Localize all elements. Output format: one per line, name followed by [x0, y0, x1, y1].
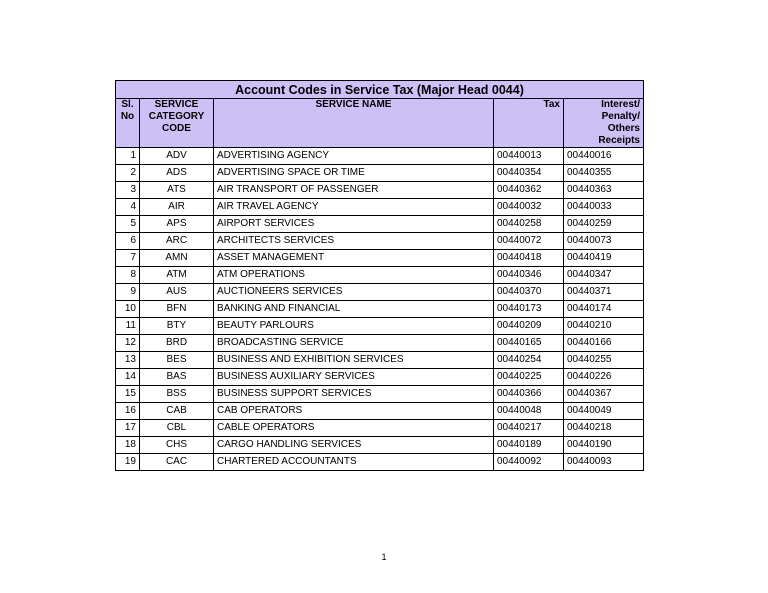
table-row — [116, 420, 644, 437]
cell-service-name: AIR TRANSPORT OF PASSENGER — [214, 182, 494, 199]
cell-category-code: CAC — [140, 454, 214, 471]
cell-service-name: CARGO HANDLING SERVICES — [214, 437, 494, 454]
cell-category-code: CAB — [140, 403, 214, 420]
cell-other-code: 00440367 — [564, 386, 644, 403]
cell-category-code: ARC — [140, 233, 214, 250]
cell-other-code: 00440174 — [564, 301, 644, 318]
cell-other-code: 00440190 — [564, 437, 644, 454]
cell-service-name: ATM OPERATIONS — [214, 267, 494, 284]
header-row — [116, 99, 644, 148]
cell-sl-no: 14 — [116, 369, 140, 386]
cell-sl-no: 13 — [116, 352, 140, 369]
cell-other-code: 00440093 — [564, 454, 644, 471]
cell-tax-code: 00440225 — [494, 369, 564, 386]
cell-service-name: AIRPORT SERVICES — [214, 216, 494, 233]
cell-sl-no: 1 — [116, 148, 140, 165]
cell-sl-no: 11 — [116, 318, 140, 335]
cell-service-name: AUCTIONEERS SERVICES — [214, 284, 494, 301]
table-row — [116, 148, 644, 165]
cell-service-name: BUSINESS AUXILIARY SERVICES — [214, 369, 494, 386]
table-row — [116, 182, 644, 199]
cell-sl-no: 5 — [116, 216, 140, 233]
cell-other-code: 00440259 — [564, 216, 644, 233]
cell-tax-code: 00440362 — [494, 182, 564, 199]
cell-tax-code: 00440258 — [494, 216, 564, 233]
cell-tax-code: 00440209 — [494, 318, 564, 335]
table-row — [116, 437, 644, 454]
cell-tax-code: 00440092 — [494, 454, 564, 471]
cell-tax-code: 00440254 — [494, 352, 564, 369]
table-row — [116, 284, 644, 301]
cell-sl-no: 16 — [116, 403, 140, 420]
cell-sl-no: 4 — [116, 199, 140, 216]
table-row — [116, 267, 644, 284]
cell-other-code: 00440363 — [564, 182, 644, 199]
table-title: Account Codes in Service Tax (Major Head 0044) — [116, 81, 644, 99]
cell-category-code: BFN — [140, 301, 214, 318]
cell-category-code: APS — [140, 216, 214, 233]
cell-service-name: AIR TRAVEL AGENCY — [214, 199, 494, 216]
table-row — [116, 369, 644, 386]
cell-tax-code: 00440013 — [494, 148, 564, 165]
table-row — [116, 454, 644, 471]
cell-other-code: 00440226 — [564, 369, 644, 386]
cell-sl-no: 7 — [116, 250, 140, 267]
cell-tax-code: 00440217 — [494, 420, 564, 437]
cell-service-name: CAB OPERATORS — [214, 403, 494, 420]
cell-category-code: AUS — [140, 284, 214, 301]
table-row — [116, 250, 644, 267]
cell-tax-code: 00440173 — [494, 301, 564, 318]
cell-tax-code: 00440366 — [494, 386, 564, 403]
cell-tax-code: 00440346 — [494, 267, 564, 284]
table-row — [116, 403, 644, 420]
cell-service-name: BUSINESS SUPPORT SERVICES — [214, 386, 494, 403]
cell-tax-code: 00440032 — [494, 199, 564, 216]
cell-tax-code: 00440354 — [494, 165, 564, 182]
cell-sl-no: 10 — [116, 301, 140, 318]
cell-other-code: 00440255 — [564, 352, 644, 369]
cell-sl-no: 18 — [116, 437, 140, 454]
header-sl-no: Sl. No — [116, 99, 140, 148]
table-row — [116, 318, 644, 335]
cell-category-code: ATM — [140, 267, 214, 284]
cell-tax-code: 00440418 — [494, 250, 564, 267]
header-tax: Tax — [494, 99, 564, 148]
cell-sl-no: 2 — [116, 165, 140, 182]
cell-service-name: CHARTERED ACCOUNTANTS — [214, 454, 494, 471]
cell-category-code: AIR — [140, 199, 214, 216]
cell-category-code: BSS — [140, 386, 214, 403]
cell-tax-code: 00440189 — [494, 437, 564, 454]
cell-category-code: CHS — [140, 437, 214, 454]
cell-category-code: CBL — [140, 420, 214, 437]
cell-category-code: BES — [140, 352, 214, 369]
cell-other-code: 00440210 — [564, 318, 644, 335]
cell-category-code: BAS — [140, 369, 214, 386]
cell-other-code: 00440073 — [564, 233, 644, 250]
cell-category-code: AMN — [140, 250, 214, 267]
cell-other-code: 00440049 — [564, 403, 644, 420]
header-category-code: SERVICE CATEGORY CODE — [140, 99, 214, 148]
cell-other-code: 00440033 — [564, 199, 644, 216]
cell-sl-no: 19 — [116, 454, 140, 471]
cell-sl-no: 8 — [116, 267, 140, 284]
cell-service-name: BROADCASTING SERVICE — [214, 335, 494, 352]
cell-tax-code: 00440165 — [494, 335, 564, 352]
cell-sl-no: 15 — [116, 386, 140, 403]
cell-service-name: ADVERTISING AGENCY — [214, 148, 494, 165]
cell-service-name: BUSINESS AND EXHIBITION SERVICES — [214, 352, 494, 369]
account-codes-table — [115, 80, 644, 471]
cell-sl-no: 12 — [116, 335, 140, 352]
cell-tax-code: 00440072 — [494, 233, 564, 250]
table-row — [116, 301, 644, 318]
cell-other-code: 00440166 — [564, 335, 644, 352]
page-number: 1 — [381, 552, 387, 562]
table-row — [116, 233, 644, 250]
header-other-receipts: Interest/ Penalty/ Others Receipts — [564, 99, 644, 148]
cell-other-code: 00440218 — [564, 420, 644, 437]
header-service-name: SERVICE NAME — [214, 99, 494, 148]
cell-service-name: CABLE OPERATORS — [214, 420, 494, 437]
cell-tax-code: 00440370 — [494, 284, 564, 301]
cell-other-code: 00440355 — [564, 165, 644, 182]
cell-other-code: 00440347 — [564, 267, 644, 284]
table-row — [116, 335, 644, 352]
cell-sl-no: 17 — [116, 420, 140, 437]
cell-category-code: BRD — [140, 335, 214, 352]
cell-other-code: 00440371 — [564, 284, 644, 301]
table-row — [116, 216, 644, 233]
cell-service-name: BEAUTY PARLOURS — [214, 318, 494, 335]
cell-service-name: BANKING AND FINANCIAL — [214, 301, 494, 318]
cell-sl-no: 3 — [116, 182, 140, 199]
cell-category-code: ADS — [140, 165, 214, 182]
cell-tax-code: 00440048 — [494, 403, 564, 420]
cell-other-code: 00440016 — [564, 148, 644, 165]
table-row — [116, 165, 644, 182]
cell-category-code: ADV — [140, 148, 214, 165]
table-row — [116, 199, 644, 216]
cell-category-code: ATS — [140, 182, 214, 199]
cell-sl-no: 9 — [116, 284, 140, 301]
table-row — [116, 386, 644, 403]
cell-service-name: ADVERTISING SPACE OR TIME — [214, 165, 494, 182]
table-row — [116, 352, 644, 369]
cell-sl-no: 6 — [116, 233, 140, 250]
cell-service-name: ASSET MANAGEMENT — [214, 250, 494, 267]
cell-service-name: ARCHITECTS SERVICES — [214, 233, 494, 250]
cell-other-code: 00440419 — [564, 250, 644, 267]
cell-category-code: BTY — [140, 318, 214, 335]
